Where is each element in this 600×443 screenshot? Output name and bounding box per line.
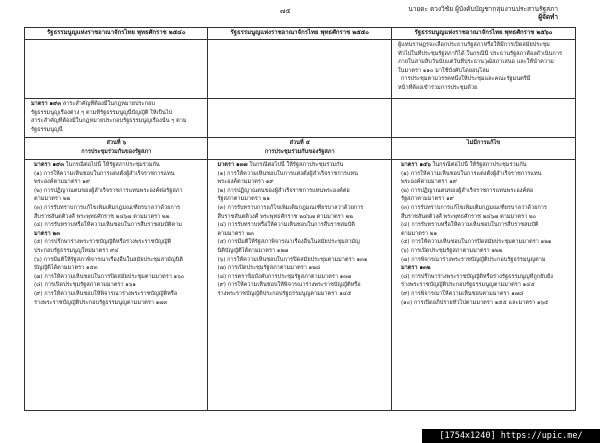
list-item: (๑๐) การเปิดอภิปรายทั่วไปตามมาตรา ๑๕๕ และมาตรา ๑๖๕: [400, 299, 549, 306]
list-item: ตามมาตรา ๒๓: [217, 230, 254, 237]
list-item: (๓) การรับทราบการแก้ไขเพิ่มเติมกฎมณเฑียรบาลว่าด้วยการ: [217, 204, 364, 211]
list-item: (๕) การปรึกษาร่างพระราชบัญญัติหรือร่างพระราชบัญญัติ: [34, 239, 172, 246]
list-item: ร่างพระราชบัญญัติประกอบรัฐธรรมนูญตามมาตรา ๑๔๕: [217, 290, 352, 297]
list-item: (๘) การปรึกษาร่างพระราชบัญญัติหรือร่างรัฐธรรมนูญที่ถูกยับยั้ง: [400, 273, 553, 280]
table-row: [25, 160, 576, 411]
article-cell-2550: [208, 99, 391, 138]
list-item: (๙) การให้ความเห็นชอบให้พิจารณาร่างพระราชบัญญัติหรือ: [217, 282, 361, 289]
list-item: (๘) การเปิดประชุมรัฐสภาตามมาตรา ๑๖๑: [34, 282, 136, 289]
list-item: รัฐธรรมนูญนี้: [31, 126, 63, 133]
author-role: ผู้จัดทำ: [538, 13, 558, 21]
list-item: ภายในสามสิบวันนับแต่วันที่ประธานวุฒิสภาเสนอ และให้นำความ: [397, 59, 554, 66]
list-item: ในมาตรา ๑๑๐ มาใช้บังคับโดยอนุโลม: [397, 67, 490, 74]
list-item: มาตรา ๑๙๓ ในกรณีต่อไปนี้ ให้รัฐสภาประชุมร่วมกัน: [34, 162, 160, 168]
list-item: (๑) การให้ความเห็นชอบในการแต่งตั้งผู้สำเร็จราชการแทน: [34, 170, 175, 177]
list-item: (๑) การให้ความเห็นชอบในการแต่งตั้งผู้สำเร็จราชการแทน: [217, 170, 358, 177]
body-cell-2560: [391, 160, 575, 411]
list-item: (๒) การปฏิญาณตนของผู้สำเร็จราชการแทนพระองค์ต่อ: [217, 187, 350, 194]
list-item: พระองค์ตามมาตรา ๑๙: [400, 179, 457, 186]
section-heading-2550: [208, 138, 391, 160]
article-cell-2540: [25, 99, 208, 138]
intro-cell-2550: [208, 40, 391, 99]
list-item: มาตรา ๑๓๒: [400, 265, 431, 272]
list-item: หน้าที่ต้องเข้าร่วมการประชุมด้วย: [397, 84, 478, 91]
author-block: [408, 5, 558, 21]
list-item: (๕) การให้ความเห็นชอบในการปิดสมัยประชุมตามมาตรา ๑๒๑: [400, 239, 552, 246]
list-item: (๗) การเปิดประชุมรัฐสภาตามมาตรา ๑๒๘: [217, 265, 321, 272]
page-number: ๗๕: [280, 7, 291, 15]
section-heading-2540: [25, 138, 208, 160]
list-item: มาตรา ๑๓๗ ในกรณีต่อไปนี้ ให้รัฐสภาประชุมร่วมกัน: [217, 162, 344, 168]
list-item: ทั่วไปในที่ประชุมรัฐสภาก็ได้ ในกรณีนี้ ประธานรัฐสภาต้องดำเนินการ: [397, 50, 562, 57]
list-item: (๙) การพิจารณาให้ความเห็นชอบตามมาตรา ๑๗๘: [400, 290, 524, 297]
list-item: มาตรา ๑๕๖ ในกรณีต่อไปนี้ ให้รัฐสภาประชุมร่วมกัน: [400, 162, 527, 168]
list-item: (๑) การให้ความเห็นชอบในการแต่งตั้งผู้สำเร็จราชการแทน: [400, 170, 542, 177]
list-item: ตามมาตรา ๒๒: [34, 196, 71, 203]
table-header-row: [25, 28, 576, 40]
list-item: ร่างพระราชบัญญัติประกอบรัฐธรรมนูญตามมาตรา ๑๔๕: [400, 282, 535, 289]
list-item: (๔) การรับทราบหรือให้ความเห็นชอบในการสืบราชสมบัติตาม: [34, 222, 182, 229]
list-item: นิติบัญญัติได้ตามมาตรา ๑๒๗: [217, 247, 289, 254]
list-item: (๖) การมีมติให้รัฐสภาพิจารณาเรื่องอื่นในสมัยประชุมสามัญนิติ: [34, 256, 184, 263]
body-cell-2540: [25, 160, 208, 411]
column-header-2540: รัฐธรรมนูญแห่งราชอาณาจักรไทย พุทธศักราช ๒๕๔๐: [25, 28, 208, 40]
section-title: การประชุมร่วมกันของรัฐสภา: [81, 148, 152, 155]
list-item: (๓) การรับทราบการแก้ไขเพิ่มเติมกฎมณเฑียรบาลว่าด้วยการ: [34, 204, 180, 211]
list-item: (๘) การตราข้อบังคับการประชุมรัฐสภาตามมาตรา ๑๓๗: [217, 273, 352, 280]
comparison-table: [24, 27, 576, 411]
list-item: บัญญัติได้ตามมาตรา ๑๕๓: [34, 265, 98, 272]
list-item: (๗) การพิจารณาร่างพระราชบัญญัติประกอบรัฐธรรมนูญตาม: [400, 256, 546, 263]
section-number: ส่วนที่ ๖: [106, 140, 127, 146]
body-cell-2550: [208, 160, 391, 411]
section-number: ส่วนที่ ๕: [289, 140, 310, 146]
list-item: (๕) การมีมติให้รัฐสภาพิจารณาเรื่องอื่นในสมัยประชุมสามัญ: [217, 239, 360, 246]
list-item: (๖) การเปิดประชุมรัฐสภาตามมาตรา ๑๒๒: [400, 247, 503, 254]
list-item: (๒) การปฏิญาณตนของผู้สำเร็จราชการแทนพระองค์ต่อ: [400, 187, 534, 194]
section-note: ไม่มีการแก้ไข: [466, 140, 501, 146]
author-name: นายดะ ดวงวิชัย ผู้บังคับบัญชากลุ่มงานประสานรัฐสภา: [408, 5, 558, 13]
intro-cell-2540: [25, 40, 208, 99]
list-item: รัฐสภาตามมาตรา ๒๑: [217, 196, 270, 203]
list-item: ประกอบรัฐธรรมนูญใหม่มาตรา ๙๔: [34, 247, 119, 254]
list-item: สืบราชสันตติวงศ์ พระพุทธศักราช ๒๔๖๗ ตามมาตรา ๒๐: [400, 213, 537, 220]
list-item: สืบราชสันตติวงศ์ พระพุทธศักราช ๒๔๖๗ ตามมาตรา ๒๒: [34, 213, 170, 220]
list-item: รัฐสภาตามมาตรา ๑๙: [400, 196, 454, 203]
list-item: มาตรา ๒๓: [34, 230, 61, 237]
table-row: [25, 99, 576, 138]
list-item: (๔) การรับทราบหรือให้ความเห็นชอบในการสืบราชสมบัติ: [400, 222, 539, 229]
list-item: ร่างพระราชบัญญัติประกอบรัฐธรรมนูญตามมาตรา ๑๗๓: [34, 299, 168, 306]
list-item: สาระสำคัญที่ต้องมีในกฎหมายประกอบรัฐธรรมนูญเรื่องนั้น ๆ ตาม: [31, 118, 187, 125]
list-item: รัฐธรรมนูญเรื่องต่าง ๆ ตามที่รัฐธรรมนูญนี้บัญญัติ ให้เป็นไป: [31, 109, 173, 116]
section-heading-2560: [391, 138, 575, 160]
list-item: (๙) การให้ความเห็นชอบให้พิจารณาร่างพระราชบัญญัติหรือ: [34, 290, 178, 297]
list-item: (๓) การรับทราบการแก้ไขเพิ่มเติมกฎมณเฑียรบาลว่าด้วยการ: [400, 204, 547, 211]
table-row: [25, 40, 576, 99]
list-item: ตามมาตรา ๒๑: [400, 230, 438, 237]
list-item: การประชุมตามวรรคหนึ่งให้ประชุมและคณะรัฐมนตรีมี: [400, 76, 531, 83]
list-item: (๔) การรับทราบหรือให้ความเห็นชอบในการสืบราชสมบัติ: [217, 222, 355, 229]
list-item: ผู้แทนราษฎรจะเลือกประธานรัฐสภาหรือให้มีการเปิดสมัยประชุม: [397, 42, 550, 48]
column-header-2550: รัฐธรรมนูญแห่งราชอาณาจักรไทย พุทธศักราช ๒๕๕๐: [208, 28, 391, 40]
list-item: สืบราชสันตติวงศ์ พระพุทธศักราช ๒๔๖๗ ตามมาตรา ๒๒: [217, 213, 353, 220]
list-item: พระองค์ตามมาตรา ๑๙: [34, 179, 91, 186]
list-item: มาตรา ๑๙๓ สาระสำคัญที่ต้องมีในกฎหมายประกอบ: [31, 101, 155, 107]
intro-cell-2560: [391, 40, 575, 99]
list-item: (๗) การให้ความเห็นชอบในการปิดสมัยประชุมตามมาตรา ๑๖๐: [34, 273, 185, 280]
column-header-2560: รัฐธรรมนูญแห่งราชอาณาจักรไทย พุทธศักราช ๒๕๖๐: [391, 28, 575, 40]
article-cell-2560: [391, 99, 575, 138]
list-item: พระองค์ตามมาตรา ๑๙: [217, 179, 274, 186]
list-item: (๖) การให้ความเห็นชอบในการปิดสมัยประชุมตามมาตรา ๑๓๑: [217, 256, 368, 263]
image-host-watermark: [1754x1240] https://upic.me/: [422, 429, 600, 443]
section-title: การประชุมร่วมกันของรัฐสภา: [264, 148, 335, 155]
table-row: [25, 138, 576, 160]
list-item: (๒) การปฏิญาณตนของผู้สำเร็จราชการแทนพระองค์ต่อรัฐสภา: [34, 187, 183, 194]
